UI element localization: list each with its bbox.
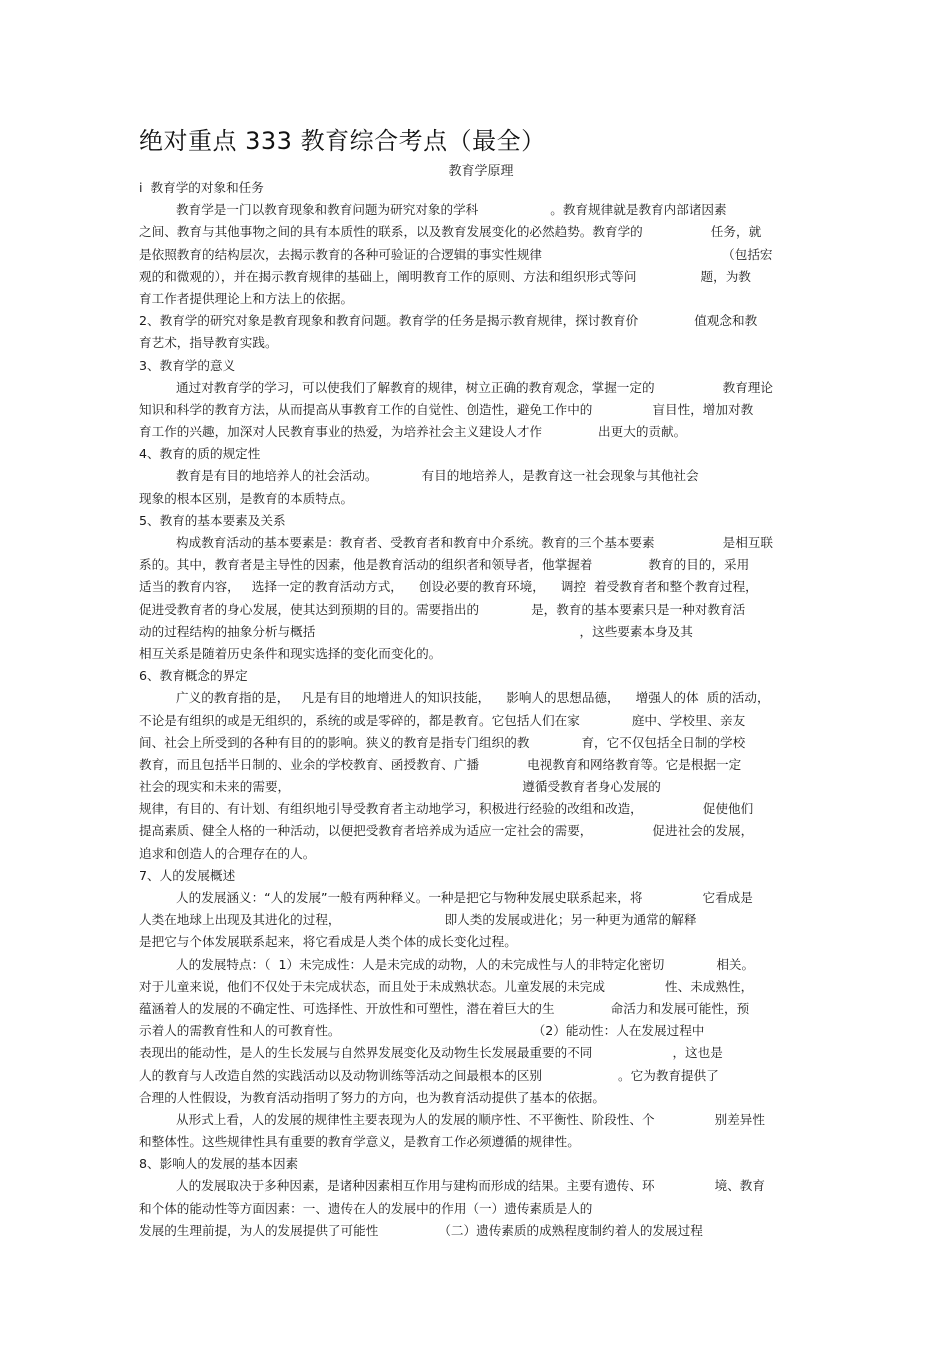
text-line: 知识和科学的教育方法，从而提高从事教育工作的自觉性、创造性，避免工作中的 盲目性，增加对教	[139, 401, 754, 417]
text-line: 相互关系是随着历史条件和现实选择的变化而变化的。	[139, 645, 442, 661]
text-line: 人的发展取决于多种因素，是诸种因素相互作用与建构而形成的结果。主要有遗传、环 境、教育	[176, 1178, 765, 1194]
text-line: 人类在地球上出现及其进化的过程， 即人类的发展或进化；另一种更为通常的解释	[139, 912, 697, 928]
text-line: 不论是有组织的或是无组织的，系统的或是零碎的，都是教育。它包括人们在家 庭中、学校里、亲友	[139, 712, 746, 728]
text-line: 从形式上看，人的发展的规律性主要表现为人的发展的顺序性、不平衡性、阶段性、个 别差异性	[176, 1111, 765, 1127]
document-body	[139, 177, 803, 1242]
text-line: 和整体性。这些规律性具有重要的教育学意义，是教育工作必须遵循的规律性。	[139, 1134, 580, 1150]
text-line: 人的发展涵义：“人的发展”一般有两种释义。一种是把它与物种发展史联系起来，将 它看成是	[176, 890, 753, 905]
text-line: 促进受教育者的身心发展，使其达到预期的目的。需要指出的 是，教育的基本要素只是一种对教育活	[139, 601, 746, 617]
text-line: 观的和微观的），并在揭示教育规律的基础上，阐明教育工作的原则、方法和组织形式等问 题，为教	[139, 268, 751, 284]
text-line: 提高素质、健全人格的一种活动，以便把受教育者培养成为适应一定社会的需要， 促进社会的发展，	[139, 823, 754, 839]
text-line: 教育，而且包括半日制的、业余的学校教育、函授教育、广播 电视教育和网络教育等。它是根据一定	[139, 756, 742, 772]
section-heading: i 教育学的对象和任务	[139, 180, 264, 195]
text-line: 人的教育与人改造自然的实践活动以及动物训练等活动之间最根本的区别 。它为教育提供了	[139, 1067, 719, 1083]
text-line: 是把它与个体发展联系起来，将它看成是人类个体的成长变化过程。	[139, 934, 517, 950]
text-line: 规律，有目的、有计划、有组织地引导受教育者主动地学习，积极进行经验的改组和改造， 促使他们	[139, 801, 754, 817]
text-line: 示着人的需教育性和人的可教育性。 （2）能动性：人在发展过程中	[139, 1023, 705, 1039]
text-line: 教育学是一门以教育现象和教育问题为研究对象的学科 。教育规律就是教育内部诸因素	[176, 202, 727, 218]
text-line: 育艺术，指导教育实践。	[139, 335, 278, 351]
text-line: 育工作的兴趣，加深对人民教育事业的热爱，为培养社会主义建设人才作 出更大的贡献。	[139, 424, 687, 440]
text-line: 广义的教育指的是， 凡是有目的地增进人的知识技能， 影响人的思想品德， 增强人的体 质的活动，	[176, 690, 770, 706]
section-heading: 8、影响人的发展的基本因素	[139, 1156, 299, 1172]
text-line: 蕴涵着人的发展的不确定性、可选择性、开放性和可塑性，潜在着巨大的生 命活力和发展可能性，预	[139, 1000, 750, 1016]
section-heading: 4、教育的质的规定性	[139, 446, 261, 462]
text-line: 人的发展特点：（ 1）未完成性：人是未完成的动物，人的未完成性与人的非特定化密切 相关。	[176, 956, 755, 972]
text-line: 对于儿童来说，他们不仅处于未完成状态，而且处于未成熟状态。儿童发展的未完成 性、未成熟性，	[139, 978, 754, 994]
text-line: 是依照教育的结构层次，去揭示教育的各种可验证的合逻辑的事实性规律 （包括宏	[139, 246, 773, 262]
text-line: 和个体的能动性等方面因素：一、遗传在人的发展中的作用（一）遗传素质是人的	[139, 1200, 593, 1216]
text-line: 合理的人性假设，为教育活动指明了努力的方向，也为教育活动提供了基本的依据。	[139, 1089, 605, 1105]
text-line: 之间、教育与其他事物之间的具有本质性的联系，以及教育发展变化的必然趋势。教育学的 任务，就	[139, 224, 762, 240]
text-line: 适当的教育内容， 选择一定的教育活动方式， 创设必要的教育环境， 调控 着受教育者和整个教育过程，	[139, 579, 758, 595]
text-line: 表现出的能动性，是人的生长发展与自然界发展变化及动物生长发展最重要的不同 ，这也是	[139, 1045, 723, 1061]
section-heading: 5、教育的基本要素及关系	[139, 512, 286, 528]
text-line: 现象的根本区别，是教育的本质特点。	[139, 490, 354, 506]
section-heading: 2、教育学的研究对象是教育现象和教育问题。教育学的任务是揭示教育规律，探讨教育价 值观念和教	[139, 313, 758, 329]
text-line: 通过对教育学的学习，可以使我们了解教育的规律，树立正确的教育观念，掌握一定的 教育理论	[176, 379, 773, 395]
document-title: 绝对重点 333 教育综合考点（最全）	[139, 127, 546, 155]
section-heading: 3、教育学的意义	[139, 357, 236, 373]
section-heading: 7、人的发展概述	[139, 867, 236, 883]
text-line: 动的过程结构的抽象分析与概括 ，这些要素本身及其	[139, 623, 693, 639]
text-line: 社会的现实和未来的需要， 遵循受教育者身心发展的	[139, 779, 661, 795]
text-line: 发展的生理前提，为人的发展提供了可能性 （二）遗传素质的成熟程度制约着人的发展过程	[139, 1222, 703, 1238]
text-line: 育工作者提供理论上和方法上的依据。	[139, 290, 354, 306]
text-line: 追求和创造人的合理存在的人。	[139, 845, 316, 861]
text-line: 构成教育活动的基本要素是：教育者、受教育者和教育中介系统。教育的三个基本要素 是相互联	[176, 535, 773, 550]
document-subtitle: 教育学原理	[448, 164, 514, 179]
section-heading: 6、教育概念的界定	[139, 668, 248, 684]
text-line: 教育是有目的地培养人的社会活动。 有目的地培养人，是教育这一社会现象与其他社会	[176, 468, 699, 484]
text-line: 系的。其中，教育者是主导性的因素，他是教育活动的组织者和领导者，他掌握着 教育的目的，采用	[139, 557, 750, 573]
text-line: 间、社会上所受到的各种有目的的影响。狭义的教育是指专门组织的教 育，它不仅包括全日制的学校	[139, 734, 746, 750]
